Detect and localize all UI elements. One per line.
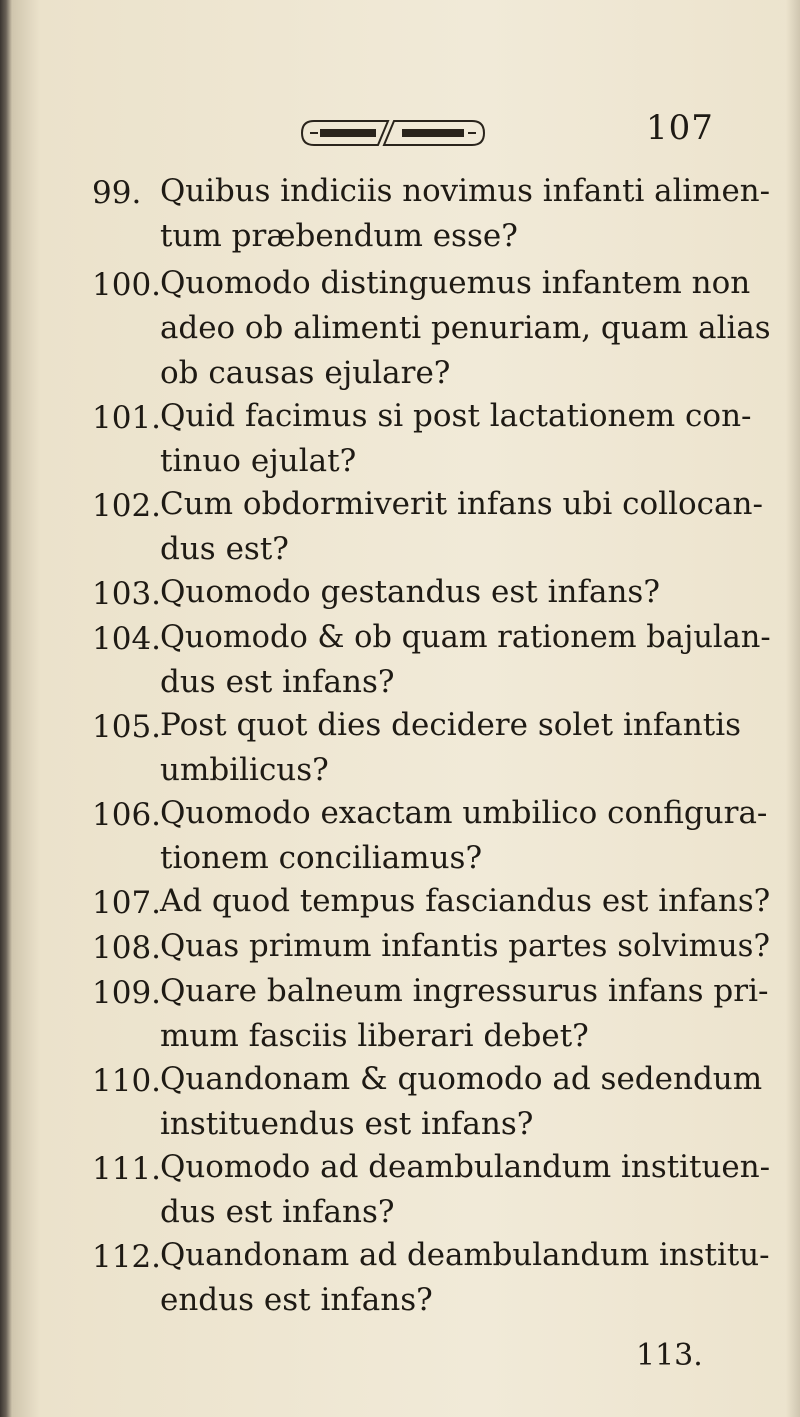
question-line: Quomodo gestandus est infans? [160,574,660,610]
question-line: instituendus est infans? [160,1106,534,1142]
question-line: Quomodo ad deambulandum instituen- [160,1149,771,1185]
question-number: 100. [92,267,162,303]
question-line: Quomodo exactam umbilico configura- [160,795,768,831]
question-number: 110. [92,1063,162,1099]
question-line: dus est infans? [160,664,395,700]
question-number: 111. [92,1151,162,1187]
question-line: endus est infans? [160,1282,433,1318]
question-line: Quandonam & quomodo ad sedendum [160,1061,763,1097]
question-line: Ad quod tempus fasciandus est infans? [160,883,771,919]
question-number: 108. [92,930,162,966]
question-line: Quibus indiciis novimus infanti alimen- [160,173,771,209]
question-number: 101. [92,400,162,436]
question-line: Quomodo & ob quam rationem bajulan- [160,619,771,655]
question-line: Quandonam ad deambulandum institu- [160,1237,770,1273]
question-line: Cum obdormiverit infans ubi collocan- [160,486,763,522]
question-line: Quid facimus si post lactationem con- [160,398,752,434]
question-number: 103. [92,576,162,612]
question-line: tionem conciliamus? [160,840,483,876]
question-line: tum præbendum esse? [160,218,518,254]
question-line: Quas primum infantis partes solvimus? [160,928,770,964]
question-line: ob causas ejulare? [160,355,451,391]
catchword: 113. [636,1338,703,1373]
question-line: dus est? [160,531,289,567]
question-line: umbilicus? [160,752,329,788]
question-number: 106. [92,797,162,833]
question-number: 107. [92,885,162,921]
question-number: 102. [92,488,162,524]
question-number: 112. [92,1239,162,1275]
question-line: tinuo ejulat? [160,443,357,479]
question-number: 109. [92,975,162,1011]
question-number: 99. [92,175,142,211]
question-line: Post quot dies decidere solet infantis [160,707,742,743]
headpiece-ornament [298,118,488,148]
page-number: 107 [646,108,714,148]
question-line: adeo ob alimenti penuriam, quam alias [160,310,771,346]
question-line: Quomodo distinguemus infantem non [160,265,751,301]
question-line: mum fasciis liberari debet? [160,1018,589,1054]
question-line: dus est infans? [160,1194,395,1230]
question-number: 105. [92,709,162,745]
question-number: 104. [92,621,162,657]
question-line: Quare balneum ingressurus infans pri- [160,973,769,1009]
